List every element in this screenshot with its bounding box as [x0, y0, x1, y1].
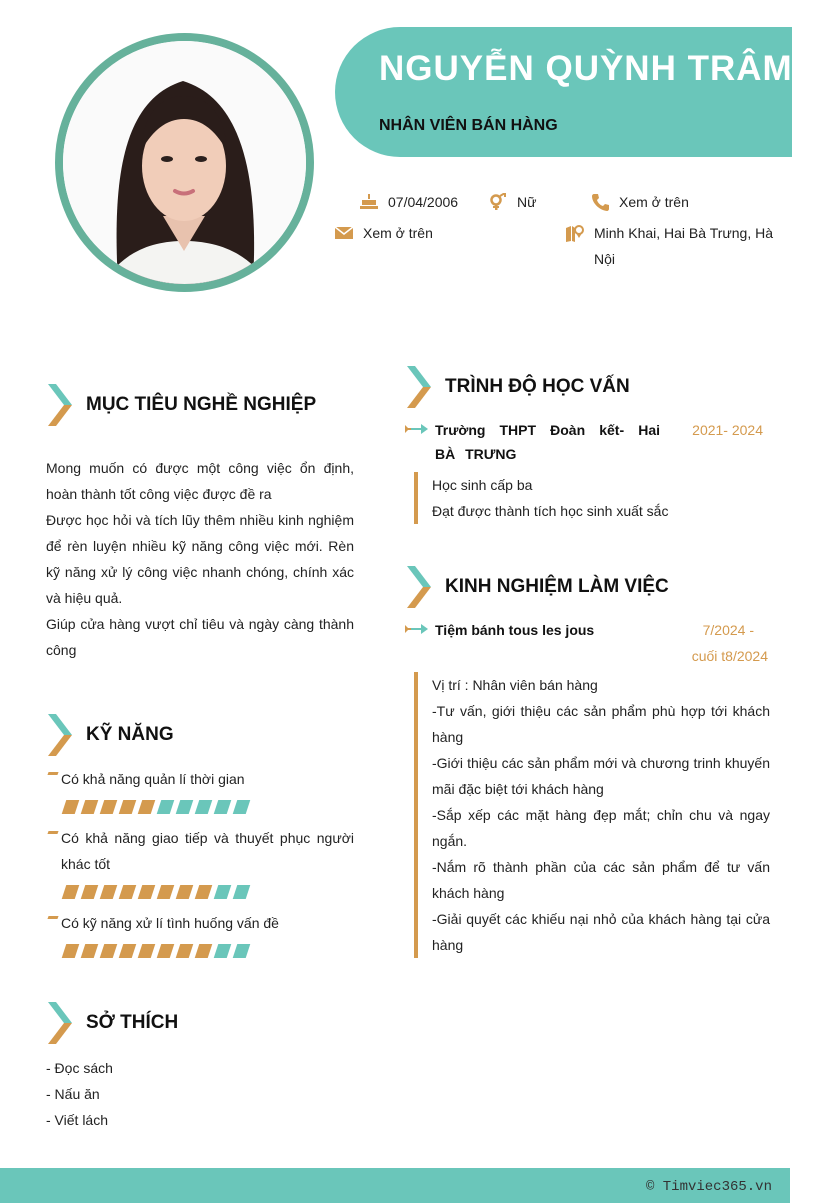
- chevron-right-icon: [46, 714, 72, 756]
- rating-segment-filled: [62, 885, 80, 899]
- company-name: Tiệm bánh tous les jous: [435, 622, 595, 638]
- rating-segment-empty: [195, 800, 213, 814]
- section-title: KỸ NĂNG: [86, 724, 174, 745]
- rating-segment-filled: [81, 800, 99, 814]
- phone-icon: [591, 193, 609, 211]
- rating-segment-filled: [100, 885, 118, 899]
- rating-segment-filled: [195, 944, 213, 958]
- hobby-item: - Đọc sách: [46, 1060, 113, 1076]
- skill-item: [46, 766, 354, 814]
- experience-date-start: 7/2024 -: [702, 622, 754, 638]
- objective-heading: [46, 384, 316, 426]
- education-heading: [405, 366, 630, 408]
- skills-heading: [46, 714, 174, 756]
- rating-segment-filled: [157, 885, 175, 899]
- objective-line: Được học hỏi và tích lũy thêm nhiều kinh nghiệm để rèn luyện nhiều kỹ năng công việc mới. Rèn kỹ năng xử lý công việc nhanh chóng, chính xác và hiệu quả.: [46, 512, 354, 606]
- experience-heading: [405, 566, 669, 608]
- education-entry-head: [405, 418, 660, 466]
- education-date: 2021- 2024: [692, 422, 763, 438]
- info-email: [335, 220, 433, 246]
- skill-rating-bar: [64, 944, 354, 958]
- rating-segment-filled: [100, 944, 118, 958]
- gender-icon: [489, 193, 507, 211]
- skill-label: Có khả năng giao tiếp và thuyết phục người khác tốt: [46, 825, 354, 877]
- rating-segment-empty: [214, 944, 232, 958]
- section-title: SỞ THÍCH: [86, 1012, 179, 1033]
- rating-segment-filled: [81, 944, 99, 958]
- info-phone: [591, 189, 689, 215]
- rating-segment-empty: [233, 944, 251, 958]
- experience-detail: -Tư vấn, giới thiệu các sản phẩm phù hợp tới khách hàng: [432, 703, 770, 745]
- rating-segment-filled: [138, 944, 156, 958]
- avatar: [55, 33, 314, 292]
- hobby-item: - Nấu ăn: [46, 1086, 100, 1102]
- section-title: KINH NGHIỆM LÀM VIỆC: [445, 576, 669, 597]
- address-value: Minh Khai, Hai Bà Trưng, Hà Nội: [594, 225, 774, 267]
- rating-segment-filled: [157, 944, 175, 958]
- skill-label: Có kỹ năng xử lí tình huống vấn đề: [46, 910, 354, 936]
- skill-rating-bar: [64, 800, 354, 814]
- rating-segment-empty: [233, 885, 251, 899]
- rating-segment-filled: [176, 885, 194, 899]
- rating-segment-empty: [214, 800, 232, 814]
- experience-detail: -Sắp xếp các mặt hàng đẹp mắt; chỉn chu và ngay ngắn.: [432, 807, 770, 849]
- chevron-right-icon: [405, 366, 431, 408]
- rating-segment-filled: [195, 885, 213, 899]
- portrait-photo: [63, 41, 306, 284]
- arrow-right-icon: [405, 623, 429, 635]
- objective-text: [46, 455, 354, 663]
- skill-rating-bar: [64, 885, 354, 899]
- school-name: Trường THPT Đoàn kết- Hai BÀ TRƯNG: [435, 422, 660, 462]
- rating-segment-filled: [119, 885, 137, 899]
- job-title: NHÂN VIÊN BÁN HÀNG: [379, 117, 558, 134]
- rating-segment-empty: [157, 800, 175, 814]
- hobbies-heading: [46, 1002, 178, 1044]
- experience-date: [660, 617, 768, 669]
- info-gender: [489, 189, 536, 215]
- skill-item: [46, 825, 354, 899]
- education-details: [414, 472, 774, 524]
- rating-segment-filled: [62, 944, 80, 958]
- objective-line: Mong muốn có được một công việc ổn định, hoàn thành tốt công việc được đề ra: [46, 460, 354, 502]
- section-title: TRÌNH ĐỘ HỌC VẤN: [445, 376, 630, 397]
- chevron-right-icon: [46, 1002, 72, 1044]
- hobbies-list: [46, 1055, 113, 1133]
- skill-item: [46, 910, 354, 958]
- hobby-item: - Viết lách: [46, 1112, 108, 1128]
- info-birthday: [360, 189, 458, 215]
- experience-detail: -Nắm rõ thành phần của các sản phẩm để tư vấn khách hàng: [432, 859, 770, 901]
- arrow-right-icon: [405, 423, 429, 435]
- info-address: [566, 220, 776, 272]
- candidate-name: NGUYỄN QUỲNH TRÂM: [379, 49, 793, 88]
- skill-label: Có khả năng quản lí thời gian: [46, 766, 354, 792]
- experience-detail: Vị trí : Nhân viên bán hàng: [432, 677, 598, 693]
- education-detail: Học sinh cấp ba: [432, 477, 533, 493]
- experience-details: [414, 672, 770, 958]
- rating-segment-filled: [119, 800, 137, 814]
- email-icon: [335, 224, 353, 242]
- objective-line: Giúp cửa hàng vượt chỉ tiêu và ngày càng thành công: [46, 616, 354, 658]
- rating-segment-filled: [138, 885, 156, 899]
- rating-segment-filled: [81, 885, 99, 899]
- experience-detail: -Giới thiệu các sản phẩm mới và chương trinh khuyến mãi đặc biệt tới khách hàng: [432, 755, 770, 797]
- gender-value: Nữ: [517, 194, 537, 210]
- experience-detail: -Giải quyết các khiếu nại nhỏ của khách hàng tại cửa hàng: [432, 911, 770, 953]
- birthday-value: 07/04/2006: [388, 194, 459, 210]
- map-pin-icon: [566, 224, 584, 242]
- rating-segment-empty: [214, 885, 232, 899]
- birthday-cake-icon: [360, 193, 378, 211]
- section-title: MỤC TIÊU NGHỀ NGHIỆP: [86, 394, 317, 415]
- rating-segment-filled: [62, 800, 80, 814]
- experience-date-end: cuối t8/2024: [691, 648, 768, 664]
- experience-entry-head: [405, 618, 660, 642]
- rating-segment-filled: [100, 800, 118, 814]
- education-detail: Đạt được thành tích học sinh xuất sắc: [432, 503, 669, 519]
- footer: [0, 1168, 790, 1203]
- name-banner: [335, 27, 792, 157]
- rating-segment-filled: [138, 800, 156, 814]
- rating-segment-empty: [176, 800, 194, 814]
- rating-segment-filled: [176, 944, 194, 958]
- rating-segment-filled: [119, 944, 137, 958]
- email-value: Xem ở trên: [363, 225, 433, 241]
- footer-copyright: © Timviec365.vn: [645, 1179, 772, 1195]
- phone-value: Xem ở trên: [619, 194, 689, 210]
- chevron-right-icon: [46, 384, 72, 426]
- rating-segment-empty: [233, 800, 251, 814]
- chevron-right-icon: [405, 566, 431, 608]
